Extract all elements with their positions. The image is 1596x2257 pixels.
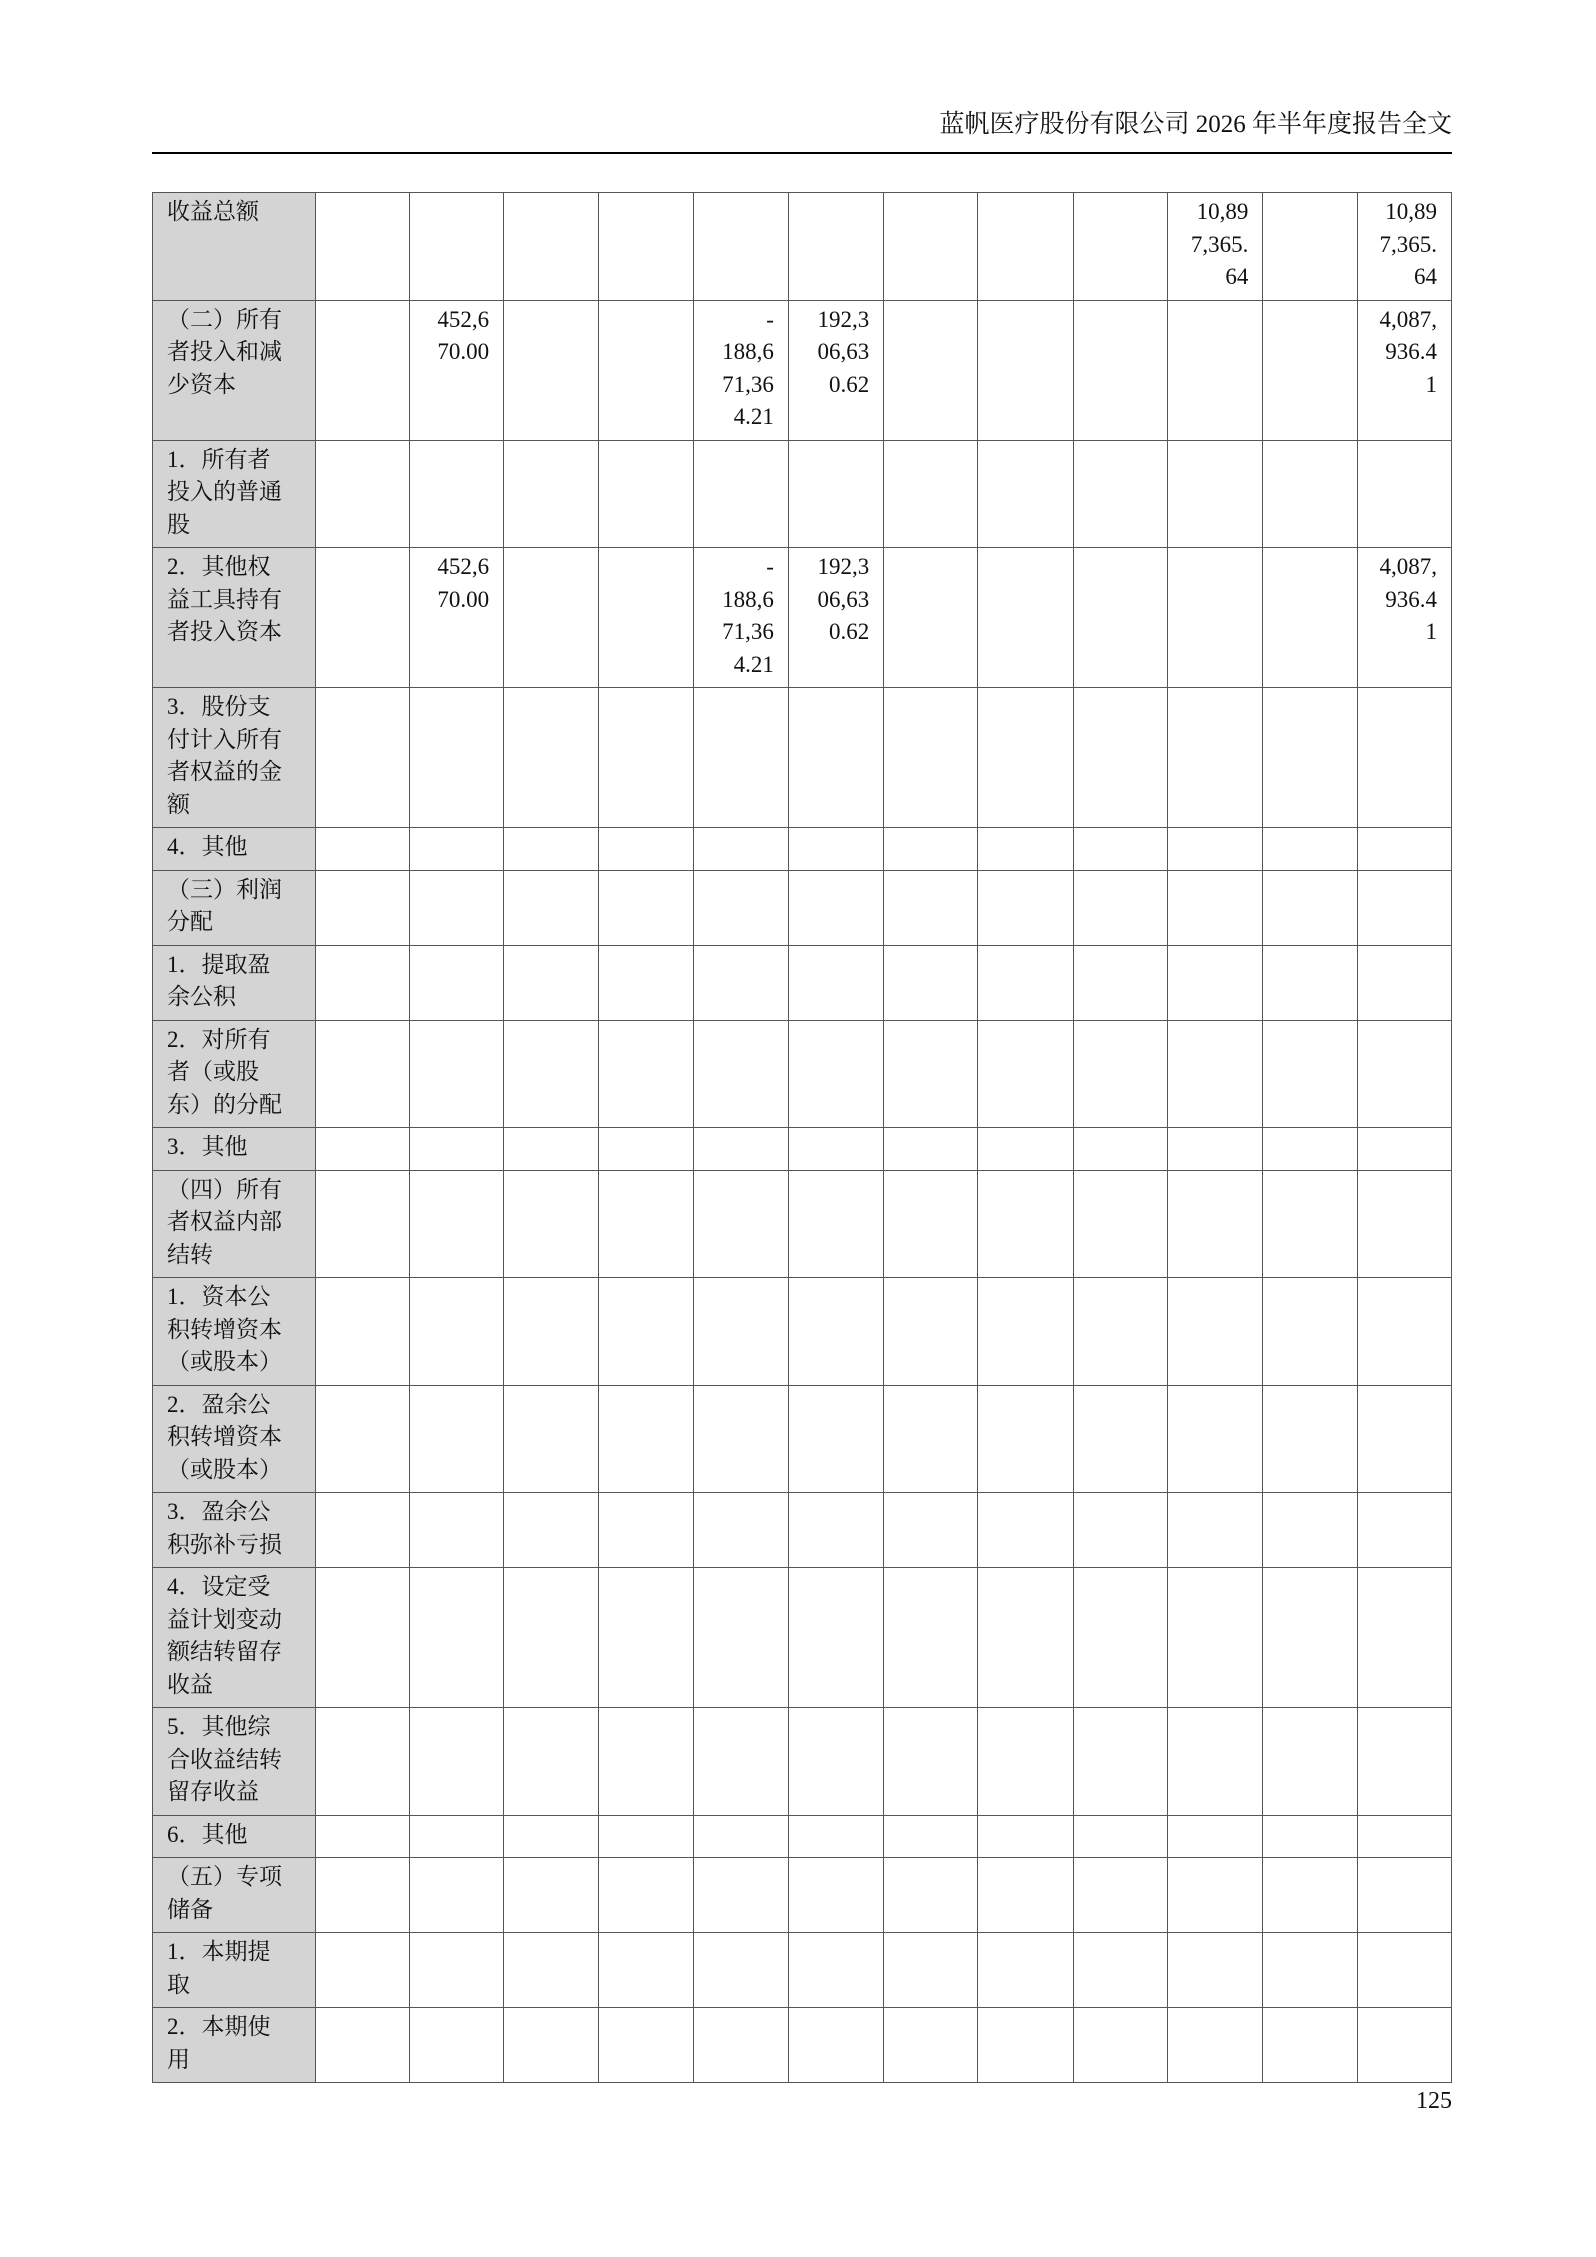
table-cell — [978, 193, 1073, 301]
table-cell — [1073, 1493, 1167, 1568]
row-label: 4．其他 — [153, 828, 316, 871]
table-cell — [504, 548, 599, 688]
table-cell: 192,3 06,63 0.62 — [788, 300, 883, 440]
table-cell — [1263, 1568, 1357, 1708]
row-label: （五）专项 储备 — [153, 1858, 316, 1933]
table-cell — [693, 1933, 788, 2008]
table-cell — [409, 1933, 503, 2008]
table-row — [153, 945, 1452, 1020]
table-cell — [1168, 1933, 1263, 2008]
table-cell — [884, 828, 978, 871]
table-cell — [788, 193, 883, 301]
table-cell — [1357, 870, 1451, 945]
table-cell — [504, 1493, 599, 1568]
row-label: （三）利润 分配 — [153, 870, 316, 945]
table-cell — [1168, 1493, 1263, 1568]
table-cell: - 188,6 71,36 4.21 — [693, 300, 788, 440]
table-cell — [884, 1708, 978, 1816]
table-cell: 192,3 06,63 0.62 — [788, 548, 883, 688]
row-label: 1．所有者 投入的普通 股 — [153, 440, 316, 548]
table-cell — [1168, 1385, 1263, 1493]
table-cell — [315, 1278, 409, 1386]
table-cell — [884, 688, 978, 828]
table-cell — [978, 1858, 1073, 1933]
table-cell — [409, 440, 503, 548]
table-cell — [978, 828, 1073, 871]
table-cell — [409, 1815, 503, 1858]
table-cell — [1357, 1858, 1451, 1933]
table-cell — [599, 688, 693, 828]
table-row — [153, 828, 1452, 871]
table-cell — [1357, 828, 1451, 871]
table-cell — [1073, 440, 1167, 548]
table-cell — [978, 2008, 1073, 2083]
table-cell — [788, 1278, 883, 1386]
table-cell — [409, 1385, 503, 1493]
table-cell — [1073, 870, 1167, 945]
table-cell — [504, 870, 599, 945]
table-cell — [1263, 1933, 1357, 2008]
table-cell — [978, 1128, 1073, 1171]
table-cell — [1073, 828, 1167, 871]
table-cell — [1168, 440, 1263, 548]
table-cell — [1168, 1128, 1263, 1171]
table-cell: 452,6 70.00 — [409, 300, 503, 440]
table-cell — [315, 1815, 409, 1858]
table-cell — [884, 1278, 978, 1386]
table-row — [153, 1858, 1452, 1933]
table-cell — [788, 945, 883, 1020]
table-cell — [1073, 945, 1167, 1020]
table-cell — [315, 193, 409, 301]
table-row — [153, 1170, 1452, 1278]
table-cell — [884, 1815, 978, 1858]
table-row — [153, 1020, 1452, 1128]
row-label: （四）所有 者权益内部 结转 — [153, 1170, 316, 1278]
table-cell — [1263, 1708, 1357, 1816]
table-cell — [884, 1170, 978, 1278]
table-cell — [978, 870, 1073, 945]
table-cell — [409, 1858, 503, 1933]
table-cell — [884, 193, 978, 301]
table-cell — [599, 193, 693, 301]
table-cell — [978, 1568, 1073, 1708]
table-cell — [504, 1933, 599, 2008]
table-cell — [884, 440, 978, 548]
table-row — [153, 870, 1452, 945]
table-cell — [1357, 688, 1451, 828]
table-cell — [1357, 945, 1451, 1020]
table-row — [153, 688, 1452, 828]
table-cell — [1073, 1020, 1167, 1128]
row-label: 4．设定受 益计划变动 额结转留存 收益 — [153, 1568, 316, 1708]
table-cell: - 188,6 71,36 4.21 — [693, 548, 788, 688]
table-cell — [788, 1493, 883, 1568]
table-cell — [504, 1170, 599, 1278]
row-label: 2．盈余公 积转增资本 （或股本） — [153, 1385, 316, 1493]
table-cell — [1073, 1170, 1167, 1278]
table-cell — [693, 688, 788, 828]
table-cell — [1357, 1815, 1451, 1858]
table-cell — [1168, 828, 1263, 871]
table-cell — [1073, 1568, 1167, 1708]
row-label: 6．其他 — [153, 1815, 316, 1858]
table-cell — [693, 945, 788, 1020]
table-cell — [599, 828, 693, 871]
table-cell — [599, 1933, 693, 2008]
table-cell — [978, 548, 1073, 688]
table-row — [153, 1933, 1452, 2008]
table-cell — [315, 688, 409, 828]
table-cell — [1168, 945, 1263, 1020]
table-cell — [504, 1278, 599, 1386]
table-cell — [884, 548, 978, 688]
table-cell — [788, 1815, 883, 1858]
table-cell — [599, 1708, 693, 1816]
table-row — [153, 1128, 1452, 1171]
table-cell — [693, 2008, 788, 2083]
table-cell — [504, 2008, 599, 2083]
table-cell — [978, 300, 1073, 440]
table-cell — [1357, 1020, 1451, 1128]
table-cell: 4,087, 936.4 1 — [1357, 300, 1451, 440]
table-cell — [599, 1128, 693, 1171]
table-cell — [1357, 1708, 1451, 1816]
table-cell — [884, 1020, 978, 1128]
report-header-title: 蓝帆医疗股份有限公司 2026 年半年度报告全文 — [939, 111, 1452, 138]
table-cell — [788, 1568, 883, 1708]
table-cell — [1168, 1568, 1263, 1708]
table-cell — [1357, 440, 1451, 548]
table-cell — [504, 1020, 599, 1128]
table-cell — [315, 300, 409, 440]
equity-change-table — [152, 192, 1452, 2083]
table-cell — [978, 440, 1073, 548]
table-cell — [1168, 1708, 1263, 1816]
table-cell — [693, 193, 788, 301]
table-cell — [693, 828, 788, 871]
table-cell — [693, 1568, 788, 1708]
table-row — [153, 1815, 1452, 1858]
table-cell — [1263, 300, 1357, 440]
table-row — [153, 1493, 1452, 1568]
table-cell — [599, 2008, 693, 2083]
table-cell — [504, 1568, 599, 1708]
table-cell — [1073, 1815, 1167, 1858]
table-cell: 4,087, 936.4 1 — [1357, 548, 1451, 688]
table-cell — [693, 1493, 788, 1568]
table-cell — [693, 1128, 788, 1171]
table-cell — [1073, 1385, 1167, 1493]
table-row — [153, 1278, 1452, 1386]
table-cell — [1263, 870, 1357, 945]
table-cell — [788, 1128, 883, 1171]
row-label: 收益总额 — [153, 193, 316, 301]
table-cell — [409, 1170, 503, 1278]
table-cell — [1073, 1708, 1167, 1816]
table-cell — [788, 1385, 883, 1493]
table-cell — [884, 870, 978, 945]
table-cell — [978, 1278, 1073, 1386]
table-cell — [1357, 1278, 1451, 1386]
table-cell — [693, 1385, 788, 1493]
table-cell — [1168, 688, 1263, 828]
table-cell — [599, 300, 693, 440]
table-cell — [504, 1385, 599, 1493]
table-cell — [1263, 1128, 1357, 1171]
table-cell — [884, 1493, 978, 1568]
table-cell — [504, 1128, 599, 1171]
table-cell — [693, 1708, 788, 1816]
table-cell — [315, 1020, 409, 1128]
table-cell — [1357, 1933, 1451, 2008]
table-cell: 10,89 7,365. 64 — [1168, 193, 1263, 301]
table-cell — [884, 1128, 978, 1171]
row-label: 2．对所有 者（或股 东）的分配 — [153, 1020, 316, 1128]
table-cell — [788, 1933, 883, 2008]
table-cell — [599, 945, 693, 1020]
table-cell — [1073, 1933, 1167, 2008]
table-cell — [1263, 1385, 1357, 1493]
table-cell — [599, 1385, 693, 1493]
table-cell — [788, 828, 883, 871]
table-cell — [1168, 1815, 1263, 1858]
table-cell — [599, 1858, 693, 1933]
table-cell — [599, 870, 693, 945]
row-label: 3．盈余公 积弥补亏损 — [153, 1493, 316, 1568]
table-cell — [1263, 1170, 1357, 1278]
table-cell — [599, 1493, 693, 1568]
table-cell — [599, 1020, 693, 1128]
table-cell — [315, 1568, 409, 1708]
table-cell — [599, 1170, 693, 1278]
table-cell — [315, 1493, 409, 1568]
table-cell — [315, 870, 409, 945]
table-cell — [315, 1385, 409, 1493]
table-cell — [315, 945, 409, 1020]
table-cell — [693, 1815, 788, 1858]
table-cell — [409, 193, 503, 301]
table-cell — [1168, 1170, 1263, 1278]
table-cell — [504, 828, 599, 871]
table-cell — [693, 440, 788, 548]
table-cell — [978, 1385, 1073, 1493]
table-cell — [978, 1170, 1073, 1278]
table-cell — [788, 1858, 883, 1933]
table-cell — [1073, 2008, 1167, 2083]
table-cell — [504, 193, 599, 301]
table-cell — [1073, 1278, 1167, 1386]
table-cell — [884, 1568, 978, 1708]
table-cell — [788, 870, 883, 945]
table-cell — [409, 945, 503, 1020]
table-cell — [504, 1708, 599, 1816]
table-cell — [1073, 1858, 1167, 1933]
header-rule — [152, 152, 1452, 154]
table-cell — [315, 1933, 409, 2008]
table-cell — [1263, 2008, 1357, 2083]
table-cell — [1263, 828, 1357, 871]
table-cell — [693, 1170, 788, 1278]
table-cell — [1168, 1278, 1263, 1386]
table-cell — [693, 870, 788, 945]
table-cell — [409, 828, 503, 871]
table-cell — [1357, 1385, 1451, 1493]
table-cell — [315, 548, 409, 688]
table-cell — [693, 1278, 788, 1386]
row-label: 3．其他 — [153, 1128, 316, 1171]
table-cell — [978, 688, 1073, 828]
row-label: （二）所有 者投入和减 少资本 — [153, 300, 316, 440]
table-cell — [1073, 193, 1167, 301]
table-cell — [788, 1020, 883, 1128]
table-row — [153, 2008, 1452, 2083]
table-cell — [409, 2008, 503, 2083]
table-cell — [599, 1278, 693, 1386]
table-cell — [1168, 1858, 1263, 1933]
table-cell — [504, 300, 599, 440]
table-cell — [1357, 1568, 1451, 1708]
table-cell — [788, 2008, 883, 2083]
table-cell — [1263, 193, 1357, 301]
table-cell — [1357, 1493, 1451, 1568]
table-cell — [1263, 1278, 1357, 1386]
table-cell — [884, 1858, 978, 1933]
table-cell — [1263, 1020, 1357, 1128]
table-cell — [884, 2008, 978, 2083]
table-cell — [504, 1858, 599, 1933]
table-cell — [978, 945, 1073, 1020]
table-body — [153, 193, 1452, 2083]
table-cell — [693, 1858, 788, 1933]
table-cell — [1263, 1493, 1357, 1568]
table-cell — [884, 1385, 978, 1493]
row-label: 1．资本公 积转增资本 （或股本） — [153, 1278, 316, 1386]
table-cell — [1073, 1128, 1167, 1171]
table-cell — [504, 1815, 599, 1858]
table-cell — [315, 1170, 409, 1278]
table-row — [153, 300, 1452, 440]
row-label: 2．本期使 用 — [153, 2008, 316, 2083]
table-cell — [409, 688, 503, 828]
table-cell — [693, 1020, 788, 1128]
table-cell — [978, 1493, 1073, 1568]
table-cell — [1263, 440, 1357, 548]
table-cell — [504, 688, 599, 828]
table-cell — [788, 440, 883, 548]
table-cell — [1357, 1128, 1451, 1171]
table-cell — [788, 1170, 883, 1278]
row-label: 2．其他权 益工具持有 者投入资本 — [153, 548, 316, 688]
table-cell — [1263, 945, 1357, 1020]
table-cell — [315, 440, 409, 548]
table-cell — [978, 1933, 1073, 2008]
table-cell — [788, 688, 883, 828]
table-cell — [1073, 300, 1167, 440]
table-cell — [409, 1568, 503, 1708]
table-cell — [1263, 688, 1357, 828]
table-cell — [1073, 688, 1167, 828]
table-cell — [315, 1708, 409, 1816]
table-cell — [1168, 1020, 1263, 1128]
table-cell — [1168, 548, 1263, 688]
table-cell — [788, 1708, 883, 1816]
table-cell — [504, 945, 599, 1020]
table-cell — [409, 1278, 503, 1386]
table-cell — [409, 1128, 503, 1171]
table-cell — [884, 1933, 978, 2008]
table-cell — [1263, 1858, 1357, 1933]
table-cell — [1168, 2008, 1263, 2083]
table-cell — [1263, 548, 1357, 688]
table-row — [153, 1385, 1452, 1493]
table-cell — [1357, 1170, 1451, 1278]
table-cell — [599, 1568, 693, 1708]
row-label: 1．提取盈 余公积 — [153, 945, 316, 1020]
table-cell — [978, 1020, 1073, 1128]
row-label: 5．其他综 合收益结转 留存收益 — [153, 1708, 316, 1816]
table-cell — [409, 870, 503, 945]
row-label: 1．本期提 取 — [153, 1933, 316, 2008]
table-cell — [315, 828, 409, 871]
table-cell — [1073, 548, 1167, 688]
table-cell — [315, 1858, 409, 1933]
table-cell — [315, 1128, 409, 1171]
table-cell — [884, 300, 978, 440]
table-cell — [409, 1020, 503, 1128]
table-cell — [978, 1815, 1073, 1858]
table-cell: 10,89 7,365. 64 — [1357, 193, 1451, 301]
table-cell — [599, 1815, 693, 1858]
table-cell — [599, 548, 693, 688]
table-cell — [409, 1493, 503, 1568]
table-cell: 452,6 70.00 — [409, 548, 503, 688]
table-row — [153, 1708, 1452, 1816]
table-cell — [1168, 870, 1263, 945]
table-cell — [315, 2008, 409, 2083]
table-cell — [1168, 300, 1263, 440]
table-row — [153, 548, 1452, 688]
table-row — [153, 440, 1452, 548]
row-label: 3．股份支 付计入所有 者权益的金 额 — [153, 688, 316, 828]
table-cell — [409, 1708, 503, 1816]
table-cell — [599, 440, 693, 548]
table-cell — [884, 945, 978, 1020]
table-cell — [1357, 2008, 1451, 2083]
table-cell — [504, 440, 599, 548]
table-row — [153, 193, 1452, 301]
table-cell — [1263, 1815, 1357, 1858]
table-row — [153, 1568, 1452, 1708]
table-cell — [978, 1708, 1073, 1816]
page-number: 125 — [1416, 2088, 1452, 2114]
